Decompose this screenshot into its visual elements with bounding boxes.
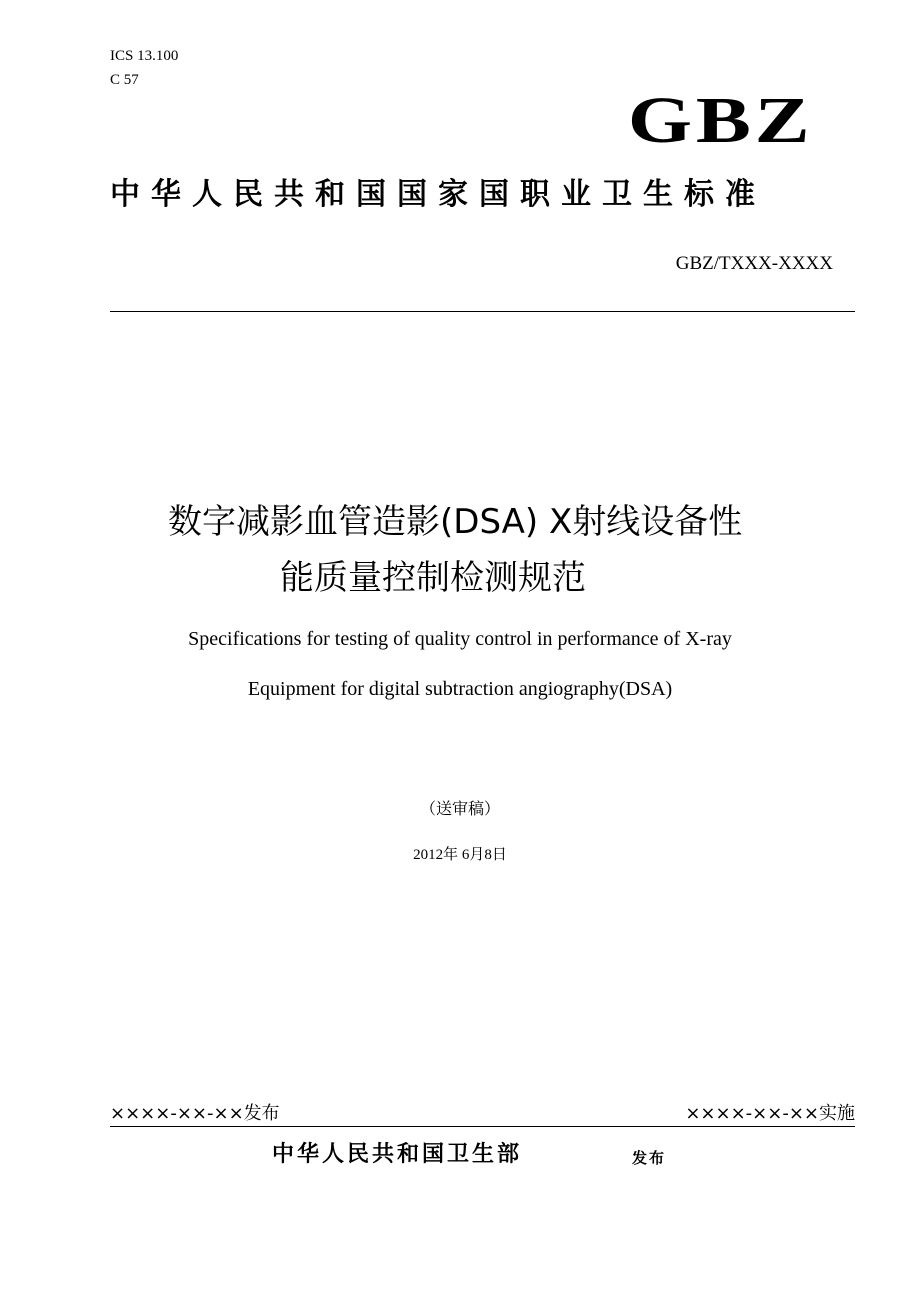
ics-code: ICS 13.100 (110, 48, 179, 64)
organization-name: 中华人民共和国国家国职业卫生标准 (110, 177, 766, 212)
standard-number: GBZ/TXXX-XXXX (675, 253, 833, 274)
title-chinese-line-1: 数字减影血管造影(DSA) X射线设备性 (168, 502, 743, 542)
issuer-name: 中华人民共和国卫生部 (272, 1142, 523, 1167)
top-divider (110, 311, 855, 312)
issue-date: ××××-××-××发布 (110, 1103, 280, 1124)
title-english-line-2: Equipment for digital subtraction angiography(DSA) (247, 678, 673, 700)
title-chinese-line-2: 能质量控制检测规范 (280, 558, 586, 598)
draft-status: （送审稿） (419, 799, 500, 818)
draft-date: 2012年 6月8日 (413, 847, 507, 863)
title-english-line-1: Specifications for testing of quality control in performance of X-ray (188, 628, 732, 650)
gbz-logo: GBZ (627, 84, 813, 157)
issuer-suffix: 发布 (632, 1149, 667, 1167)
effective-date: ××××-××-××实施 (685, 1103, 855, 1124)
ccs-code: C 57 (110, 72, 139, 88)
bottom-divider (110, 1126, 855, 1127)
